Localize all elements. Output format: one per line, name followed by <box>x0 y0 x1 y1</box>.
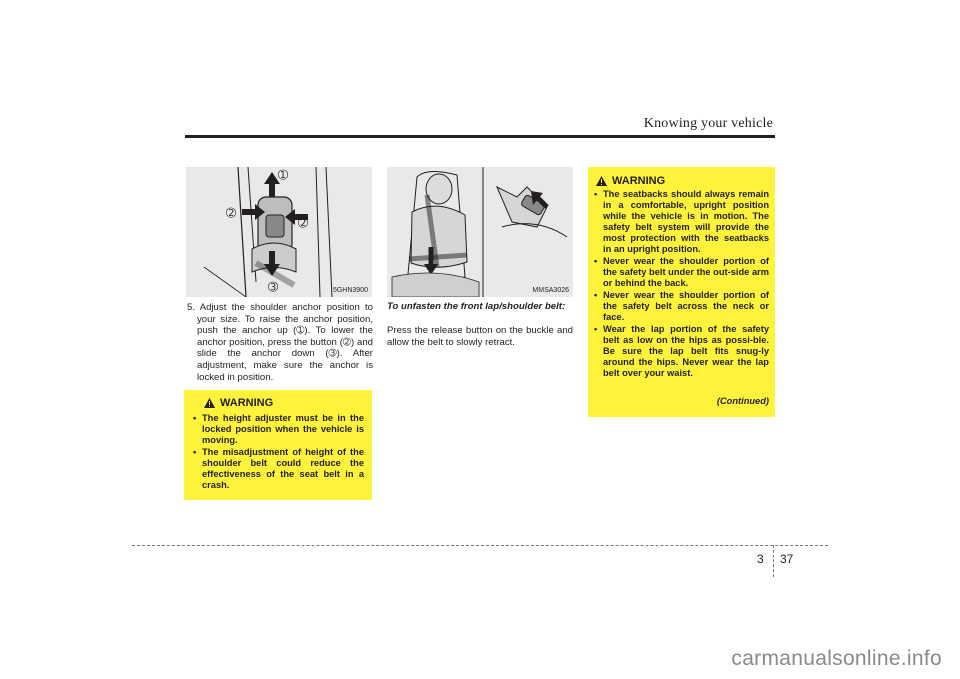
warning-triangle-icon <box>204 398 215 408</box>
figure-label-3: ➂ <box>268 280 279 294</box>
warning-box-seatback <box>588 167 775 417</box>
warning-list <box>593 189 769 380</box>
warning-box-height-adjuster <box>184 390 372 500</box>
warning-heading <box>596 175 665 187</box>
chapter-number: 3 <box>757 552 764 566</box>
warning-list <box>192 413 364 492</box>
warning-item: • Never wear the shoulder portion of the safety belt under the out-side arm or behind the back. <box>593 256 769 289</box>
shoulder-anchor-illustration <box>186 167 372 297</box>
unfasten-title: To unfasten the front lap/shoulder belt: <box>387 301 566 312</box>
footer-separator <box>773 545 774 577</box>
continued-label: (Continued) <box>716 396 769 406</box>
figure-label-2b: ➁ <box>298 216 309 230</box>
figure-label-2a: ➁ <box>226 206 237 220</box>
warning-item: • The seatbacks should always remain in a comfortable, upright position while the vehicle is in motion. The safety belt system will provide the most protection with the seatbacks in an upright position. <box>593 189 769 255</box>
page-number: 37 <box>780 552 794 566</box>
step-5-text: 5. Adjust the shoulder anchor position to your size. To raise the anchor position, push the anchor up (➀). To lower the anchor position, press the button (➁) and slide the anchor down (➂). After adjustment, make sure the anchor is locked in position. <box>187 302 373 383</box>
figure-shoulder-anchor <box>186 167 372 297</box>
header-rule <box>185 135 775 138</box>
unfasten-body: Press the release button on the buckle and allow the belt to slowly retract. <box>387 325 573 348</box>
figure-code: 5GHN3900 <box>332 287 368 294</box>
warning-heading-text: WARNING <box>220 397 274 409</box>
figure-label-1: ➀ <box>278 168 289 182</box>
watermark: carmanualsonline.info <box>731 647 942 670</box>
warning-item: • Wear the lap portion of the safety belt as low on the hips as possi-ble. Be sure the lap belt fits snug-ly around the hips. Never wear the lap belt over your waist. <box>593 324 769 379</box>
warning-item: • The height adjuster must be in the locked position when the vehicle is moving. <box>192 413 364 446</box>
warning-item: • The misadjustment of height of the shoulder belt could reduce the effectiveness of the seat belt in a crash. <box>192 447 364 491</box>
figure-code: MMSA3026 <box>532 287 569 294</box>
warning-heading <box>204 397 273 409</box>
warning-item: • Never wear the shoulder portion of the safety belt across the neck or face. <box>593 290 769 323</box>
step-5-paragraph <box>187 302 373 383</box>
unfasten-belt-illustration <box>387 167 573 297</box>
footer-rule <box>132 545 828 546</box>
section-title: Knowing your vehicle <box>643 116 773 131</box>
warning-triangle-icon <box>596 176 607 186</box>
figure-unfasten-belt <box>387 167 573 297</box>
warning-heading-text: WARNING <box>612 175 666 187</box>
